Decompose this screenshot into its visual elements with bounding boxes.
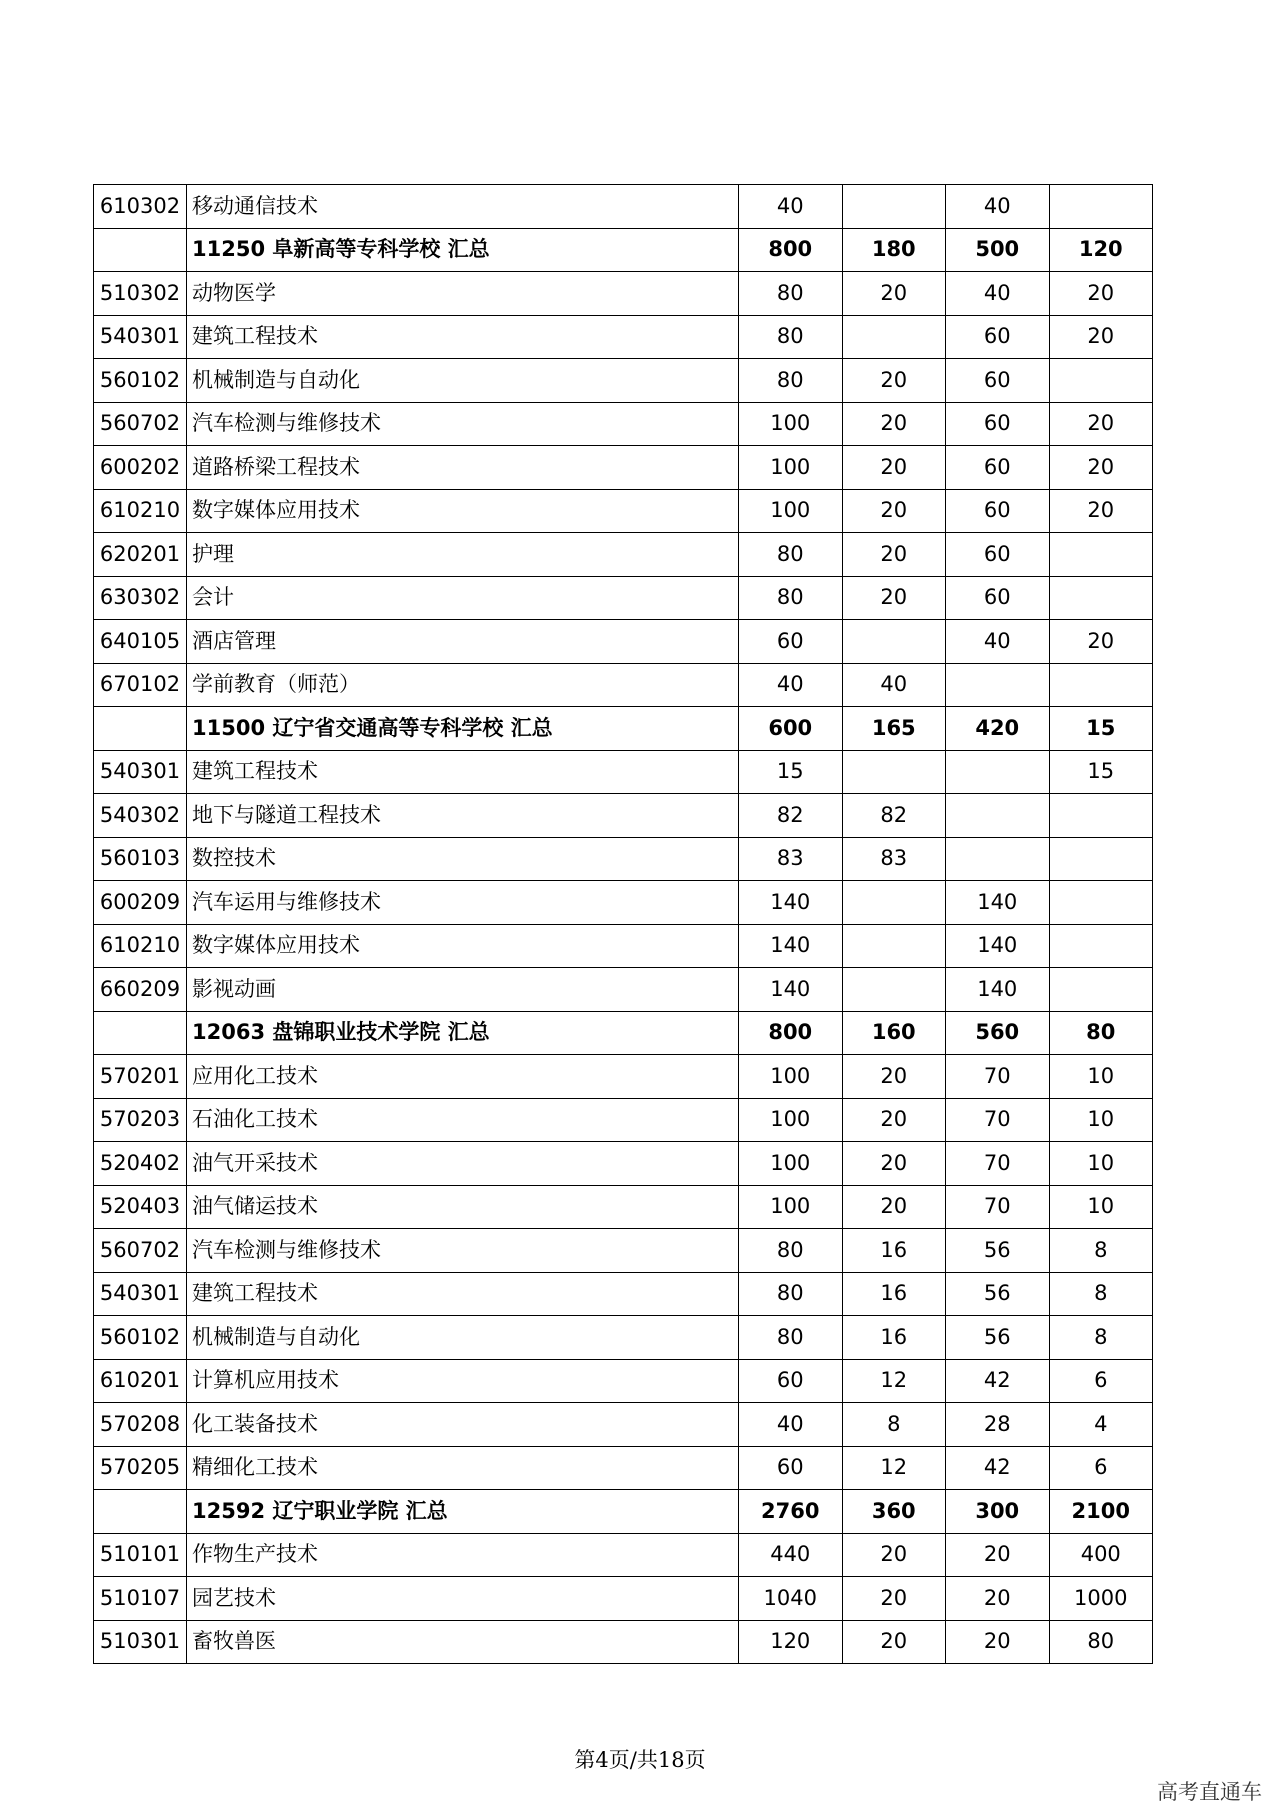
major-name-cell: 动物医学 [187, 272, 739, 316]
plan-col2-cell: 165 [842, 707, 946, 751]
plan-col4-cell: 2100 [1049, 1490, 1153, 1534]
major-code-cell: 640105 [94, 620, 187, 664]
table-row [94, 1359, 1153, 1403]
table-row [94, 315, 1153, 359]
major-code-cell: 560103 [94, 837, 187, 881]
major-name-cell: 护理 [187, 533, 739, 577]
enrollment-table [93, 184, 1153, 1664]
summary-row [94, 1011, 1153, 1055]
table-row [94, 1098, 1153, 1142]
table-row [94, 1055, 1153, 1099]
major-code-cell: 540302 [94, 794, 187, 838]
major-name-cell: 会计 [187, 576, 739, 620]
plan-col3-cell: 140 [946, 924, 1050, 968]
plan-total-cell: 80 [739, 272, 843, 316]
major-name-cell: 地下与隧道工程技术 [187, 794, 739, 838]
plan-col3-cell: 42 [946, 1446, 1050, 1490]
plan-total-cell: 100 [739, 1185, 843, 1229]
major-code-cell [94, 228, 187, 272]
plan-col4-cell: 1000 [1049, 1577, 1153, 1621]
plan-col2-cell: 20 [842, 1055, 946, 1099]
plan-col4-cell: 10 [1049, 1142, 1153, 1186]
plan-total-cell: 80 [739, 1229, 843, 1273]
major-name-cell: 影视动画 [187, 968, 739, 1012]
major-name-cell: 应用化工技术 [187, 1055, 739, 1099]
plan-col4-cell: 20 [1049, 272, 1153, 316]
major-code-cell: 620201 [94, 533, 187, 577]
plan-col4-cell: 10 [1049, 1098, 1153, 1142]
plan-col2-cell: 160 [842, 1011, 946, 1055]
plan-col3-cell: 60 [946, 446, 1050, 490]
major-name-cell: 汽车检测与维修技术 [187, 402, 739, 446]
major-code-cell: 570205 [94, 1446, 187, 1490]
major-code-cell: 510301 [94, 1620, 187, 1664]
major-code-cell: 540301 [94, 315, 187, 359]
plan-col3-cell: 140 [946, 968, 1050, 1012]
plan-col3-cell: 42 [946, 1359, 1050, 1403]
table-row [94, 446, 1153, 490]
plan-col3-cell: 60 [946, 576, 1050, 620]
plan-col3-cell [946, 794, 1050, 838]
plan-total-cell: 80 [739, 533, 843, 577]
major-code-cell: 570208 [94, 1403, 187, 1447]
plan-col2-cell [842, 185, 946, 229]
plan-col4-cell [1049, 837, 1153, 881]
plan-col2-cell: 20 [842, 1185, 946, 1229]
table-row [94, 489, 1153, 533]
plan-col2-cell: 40 [842, 663, 946, 707]
plan-col3-cell: 70 [946, 1098, 1050, 1142]
plan-col4-cell [1049, 924, 1153, 968]
major-name-cell: 精细化工技术 [187, 1446, 739, 1490]
summary-row [94, 1490, 1153, 1534]
major-code-cell: 560102 [94, 1316, 187, 1360]
plan-total-cell: 600 [739, 707, 843, 751]
plan-total-cell: 800 [739, 1011, 843, 1055]
plan-total-cell: 80 [739, 1272, 843, 1316]
plan-total-cell: 80 [739, 576, 843, 620]
major-code-cell: 510107 [94, 1577, 187, 1621]
major-name-cell: 11500 辽宁省交通高等专科学校 汇总 [187, 707, 739, 751]
major-code-cell: 510101 [94, 1533, 187, 1577]
major-code-cell: 560702 [94, 402, 187, 446]
plan-col3-cell: 28 [946, 1403, 1050, 1447]
plan-col4-cell [1049, 881, 1153, 925]
summary-row [94, 707, 1153, 751]
plan-col2-cell: 20 [842, 576, 946, 620]
plan-total-cell: 100 [739, 489, 843, 533]
plan-col4-cell: 120 [1049, 228, 1153, 272]
plan-col2-cell: 20 [842, 489, 946, 533]
major-code-cell [94, 1490, 187, 1534]
plan-col2-cell: 360 [842, 1490, 946, 1534]
plan-total-cell: 100 [739, 402, 843, 446]
plan-col2-cell: 20 [842, 402, 946, 446]
plan-total-cell: 82 [739, 794, 843, 838]
major-name-cell: 道路桥梁工程技术 [187, 446, 739, 490]
plan-col2-cell: 12 [842, 1446, 946, 1490]
plan-col4-cell [1049, 185, 1153, 229]
plan-col2-cell [842, 968, 946, 1012]
plan-col2-cell: 180 [842, 228, 946, 272]
plan-total-cell: 140 [739, 924, 843, 968]
table-row [94, 1533, 1153, 1577]
plan-col4-cell: 400 [1049, 1533, 1153, 1577]
plan-col3-cell: 56 [946, 1316, 1050, 1360]
plan-col3-cell: 40 [946, 185, 1050, 229]
major-code-cell: 630302 [94, 576, 187, 620]
plan-col3-cell: 70 [946, 1142, 1050, 1186]
plan-col3-cell: 60 [946, 489, 1050, 533]
table-row [94, 663, 1153, 707]
plan-col4-cell [1049, 968, 1153, 1012]
plan-col2-cell: 20 [842, 359, 946, 403]
plan-col2-cell: 12 [842, 1359, 946, 1403]
plan-col2-cell: 83 [842, 837, 946, 881]
plan-col2-cell [842, 750, 946, 794]
plan-col4-cell [1049, 533, 1153, 577]
major-code-cell: 510302 [94, 272, 187, 316]
major-name-cell: 石油化工技术 [187, 1098, 739, 1142]
table-row [94, 1229, 1153, 1273]
plan-col4-cell: 6 [1049, 1446, 1153, 1490]
plan-col2-cell [842, 315, 946, 359]
plan-col2-cell: 20 [842, 446, 946, 490]
major-code-cell: 670102 [94, 663, 187, 707]
major-name-cell: 数控技术 [187, 837, 739, 881]
table-row [94, 1142, 1153, 1186]
table-row [94, 1403, 1153, 1447]
major-name-cell: 畜牧兽医 [187, 1620, 739, 1664]
major-name-cell: 作物生产技术 [187, 1533, 739, 1577]
plan-total-cell: 80 [739, 359, 843, 403]
table-row [94, 402, 1153, 446]
plan-total-cell: 100 [739, 1055, 843, 1099]
plan-col2-cell: 20 [842, 533, 946, 577]
plan-col4-cell: 20 [1049, 315, 1153, 359]
plan-col2-cell: 20 [842, 1142, 946, 1186]
page-number: 第4页/共18页 [574, 1748, 706, 1772]
plan-total-cell: 100 [739, 1098, 843, 1142]
plan-col4-cell: 20 [1049, 402, 1153, 446]
major-name-cell: 建筑工程技术 [187, 315, 739, 359]
major-code-cell: 610210 [94, 924, 187, 968]
plan-total-cell: 40 [739, 185, 843, 229]
major-name-cell: 汽车运用与维修技术 [187, 881, 739, 925]
table-row [94, 968, 1153, 1012]
table-row [94, 1185, 1153, 1229]
plan-col3-cell: 56 [946, 1272, 1050, 1316]
table-row [94, 533, 1153, 577]
plan-total-cell: 100 [739, 446, 843, 490]
plan-col2-cell: 20 [842, 1620, 946, 1664]
plan-col2-cell [842, 924, 946, 968]
major-code-cell: 660209 [94, 968, 187, 1012]
plan-col4-cell: 15 [1049, 750, 1153, 794]
plan-total-cell: 40 [739, 663, 843, 707]
plan-col3-cell: 300 [946, 1490, 1050, 1534]
plan-total-cell: 60 [739, 1359, 843, 1403]
plan-col3-cell: 60 [946, 315, 1050, 359]
plan-col3-cell: 20 [946, 1577, 1050, 1621]
plan-total-cell: 60 [739, 1446, 843, 1490]
plan-col4-cell: 20 [1049, 489, 1153, 533]
table-row [94, 576, 1153, 620]
plan-col2-cell: 20 [842, 272, 946, 316]
major-name-cell: 计算机应用技术 [187, 1359, 739, 1403]
plan-total-cell: 2760 [739, 1490, 843, 1534]
major-code-cell: 540301 [94, 1272, 187, 1316]
plan-total-cell: 80 [739, 1316, 843, 1360]
table-row [94, 881, 1153, 925]
plan-col4-cell [1049, 576, 1153, 620]
plan-col3-cell [946, 750, 1050, 794]
table-row [94, 1620, 1153, 1664]
plan-col3-cell: 60 [946, 402, 1050, 446]
table-row [94, 359, 1153, 403]
major-code-cell: 520403 [94, 1185, 187, 1229]
plan-col3-cell: 420 [946, 707, 1050, 751]
table-row [94, 1446, 1153, 1490]
major-name-cell: 数字媒体应用技术 [187, 924, 739, 968]
major-name-cell: 移动通信技术 [187, 185, 739, 229]
major-code-cell: 600202 [94, 446, 187, 490]
table-row [94, 1577, 1153, 1621]
major-code-cell [94, 1011, 187, 1055]
plan-col3-cell: 40 [946, 620, 1050, 664]
table-row [94, 794, 1153, 838]
plan-total-cell: 140 [739, 968, 843, 1012]
plan-col3-cell: 500 [946, 228, 1050, 272]
major-name-cell: 建筑工程技术 [187, 750, 739, 794]
plan-col3-cell [946, 663, 1050, 707]
table-row [94, 1316, 1153, 1360]
major-name-cell: 数字媒体应用技术 [187, 489, 739, 533]
major-name-cell: 化工装备技术 [187, 1403, 739, 1447]
major-code-cell: 540301 [94, 750, 187, 794]
plan-total-cell: 40 [739, 1403, 843, 1447]
plan-total-cell: 440 [739, 1533, 843, 1577]
major-name-cell: 建筑工程技术 [187, 1272, 739, 1316]
major-name-cell: 11250 阜新高等专科学校 汇总 [187, 228, 739, 272]
major-name-cell: 学前教育（师范） [187, 663, 739, 707]
major-name-cell: 油气储运技术 [187, 1185, 739, 1229]
plan-col3-cell: 20 [946, 1533, 1050, 1577]
plan-col4-cell: 8 [1049, 1316, 1153, 1360]
major-code-cell: 570203 [94, 1098, 187, 1142]
major-code-cell: 520402 [94, 1142, 187, 1186]
major-code-cell: 560102 [94, 359, 187, 403]
plan-col3-cell: 60 [946, 533, 1050, 577]
plan-col2-cell: 16 [842, 1316, 946, 1360]
plan-col2-cell: 20 [842, 1577, 946, 1621]
major-name-cell: 12592 辽宁职业学院 汇总 [187, 1490, 739, 1534]
major-code-cell: 610201 [94, 1359, 187, 1403]
plan-col3-cell: 70 [946, 1055, 1050, 1099]
plan-col4-cell: 20 [1049, 446, 1153, 490]
plan-col4-cell: 15 [1049, 707, 1153, 751]
plan-col4-cell: 4 [1049, 1403, 1153, 1447]
plan-total-cell: 83 [739, 837, 843, 881]
plan-col2-cell: 16 [842, 1229, 946, 1273]
table-body [94, 185, 1153, 1664]
plan-col4-cell: 10 [1049, 1185, 1153, 1229]
plan-total-cell: 1040 [739, 1577, 843, 1621]
major-code-cell: 570201 [94, 1055, 187, 1099]
table-row [94, 837, 1153, 881]
plan-col4-cell: 80 [1049, 1011, 1153, 1055]
plan-col4-cell: 8 [1049, 1272, 1153, 1316]
major-name-cell: 机械制造与自动化 [187, 359, 739, 403]
plan-col4-cell: 10 [1049, 1055, 1153, 1099]
plan-col2-cell [842, 881, 946, 925]
major-name-cell: 酒店管理 [187, 620, 739, 664]
summary-row [94, 228, 1153, 272]
table-row [94, 272, 1153, 316]
watermark-text: 高考直通车 [1157, 1780, 1262, 1804]
plan-col3-cell: 56 [946, 1229, 1050, 1273]
major-name-cell: 机械制造与自动化 [187, 1316, 739, 1360]
plan-col3-cell: 60 [946, 359, 1050, 403]
table-row [94, 1272, 1153, 1316]
plan-col4-cell: 20 [1049, 620, 1153, 664]
plan-total-cell: 60 [739, 620, 843, 664]
plan-col2-cell: 8 [842, 1403, 946, 1447]
table-row [94, 750, 1153, 794]
major-name-cell: 园艺技术 [187, 1577, 739, 1621]
major-code-cell: 610210 [94, 489, 187, 533]
plan-col4-cell: 80 [1049, 1620, 1153, 1664]
plan-col2-cell: 20 [842, 1533, 946, 1577]
table-row [94, 924, 1153, 968]
plan-total-cell: 15 [739, 750, 843, 794]
table-row [94, 620, 1153, 664]
plan-total-cell: 120 [739, 1620, 843, 1664]
plan-total-cell: 100 [739, 1142, 843, 1186]
plan-col2-cell: 82 [842, 794, 946, 838]
plan-col4-cell [1049, 663, 1153, 707]
major-code-cell: 600209 [94, 881, 187, 925]
plan-col3-cell: 20 [946, 1620, 1050, 1664]
major-name-cell: 12063 盘锦职业技术学院 汇总 [187, 1011, 739, 1055]
plan-col4-cell: 6 [1049, 1359, 1153, 1403]
plan-col3-cell: 140 [946, 881, 1050, 925]
major-name-cell: 汽车检测与维修技术 [187, 1229, 739, 1273]
plan-col2-cell: 16 [842, 1272, 946, 1316]
major-code-cell: 560702 [94, 1229, 187, 1273]
major-code-cell [94, 707, 187, 751]
plan-col3-cell: 40 [946, 272, 1050, 316]
plan-total-cell: 800 [739, 228, 843, 272]
plan-col2-cell [842, 620, 946, 664]
plan-col3-cell [946, 837, 1050, 881]
plan-col4-cell: 8 [1049, 1229, 1153, 1273]
plan-total-cell: 140 [739, 881, 843, 925]
major-code-cell: 610302 [94, 185, 187, 229]
plan-total-cell: 80 [739, 315, 843, 359]
plan-col3-cell: 70 [946, 1185, 1050, 1229]
plan-col4-cell [1049, 794, 1153, 838]
plan-col3-cell: 560 [946, 1011, 1050, 1055]
plan-col4-cell [1049, 359, 1153, 403]
table-row [94, 185, 1153, 229]
plan-col2-cell: 20 [842, 1098, 946, 1142]
major-name-cell: 油气开采技术 [187, 1142, 739, 1186]
